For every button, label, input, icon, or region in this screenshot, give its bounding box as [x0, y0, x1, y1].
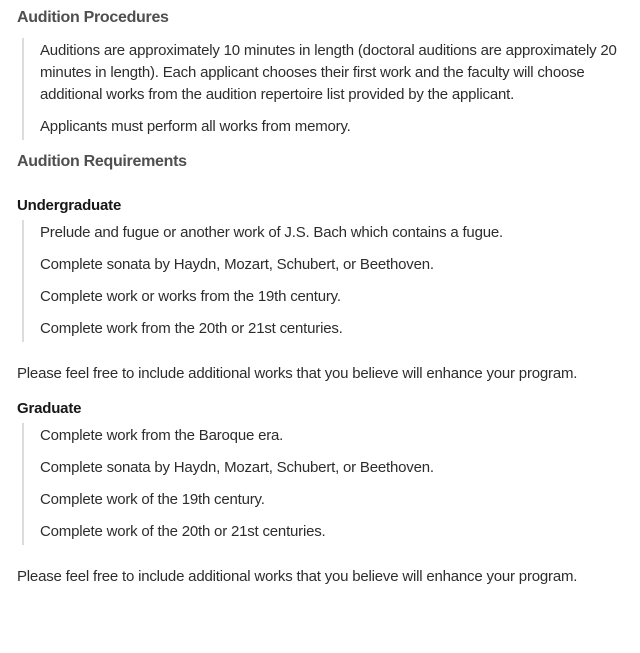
- procedures-paragraph: Auditions are approximately 10 minutes in length (doctoral auditions are approximately 20 minutes in length). Each applicant chooses their first work and the faculty will choose additional works from the audition repertoire list provided by the applicant.: [40, 42, 617, 103]
- section-heading-audition-requirements: Audition Requirements: [17, 153, 187, 170]
- requirement-item: Complete work of the 20th or 21st centuries.: [40, 523, 326, 540]
- graduate-additional-works-note: Please feel free to include additional works that you believe will enhance your program.: [17, 568, 578, 585]
- requirement-item: Complete sonata by Haydn, Mozart, Schubert, or Beethoven.: [40, 256, 434, 273]
- audition-info-page: [17, 8, 625, 590]
- subsection-heading-graduate: Graduate: [17, 400, 82, 417]
- requirement-item: Complete work of the 19th century.: [40, 491, 265, 508]
- undergraduate-requirements-blockquote: [22, 220, 625, 342]
- section-heading-audition-procedures: Audition Procedures: [17, 9, 169, 26]
- requirement-item: Complete work from the 20th or 21st centuries.: [40, 320, 343, 337]
- requirement-item: Complete work from the Baroque era.: [40, 427, 284, 444]
- procedures-paragraph: Applicants must perform all works from memory.: [40, 118, 351, 135]
- requirement-item: Prelude and fugue or another work of J.S. Bach which contains a fugue.: [40, 224, 503, 241]
- graduate-requirements-blockquote: [22, 423, 625, 545]
- undergraduate-additional-works-note: Please feel free to include additional works that you believe will enhance your program.: [17, 365, 578, 382]
- procedures-blockquote: [22, 38, 625, 140]
- subsection-heading-undergraduate: Undergraduate: [17, 197, 122, 214]
- requirement-item: Complete sonata by Haydn, Mozart, Schubert, or Beethoven.: [40, 459, 434, 476]
- requirement-item: Complete work or works from the 19th century.: [40, 288, 341, 305]
